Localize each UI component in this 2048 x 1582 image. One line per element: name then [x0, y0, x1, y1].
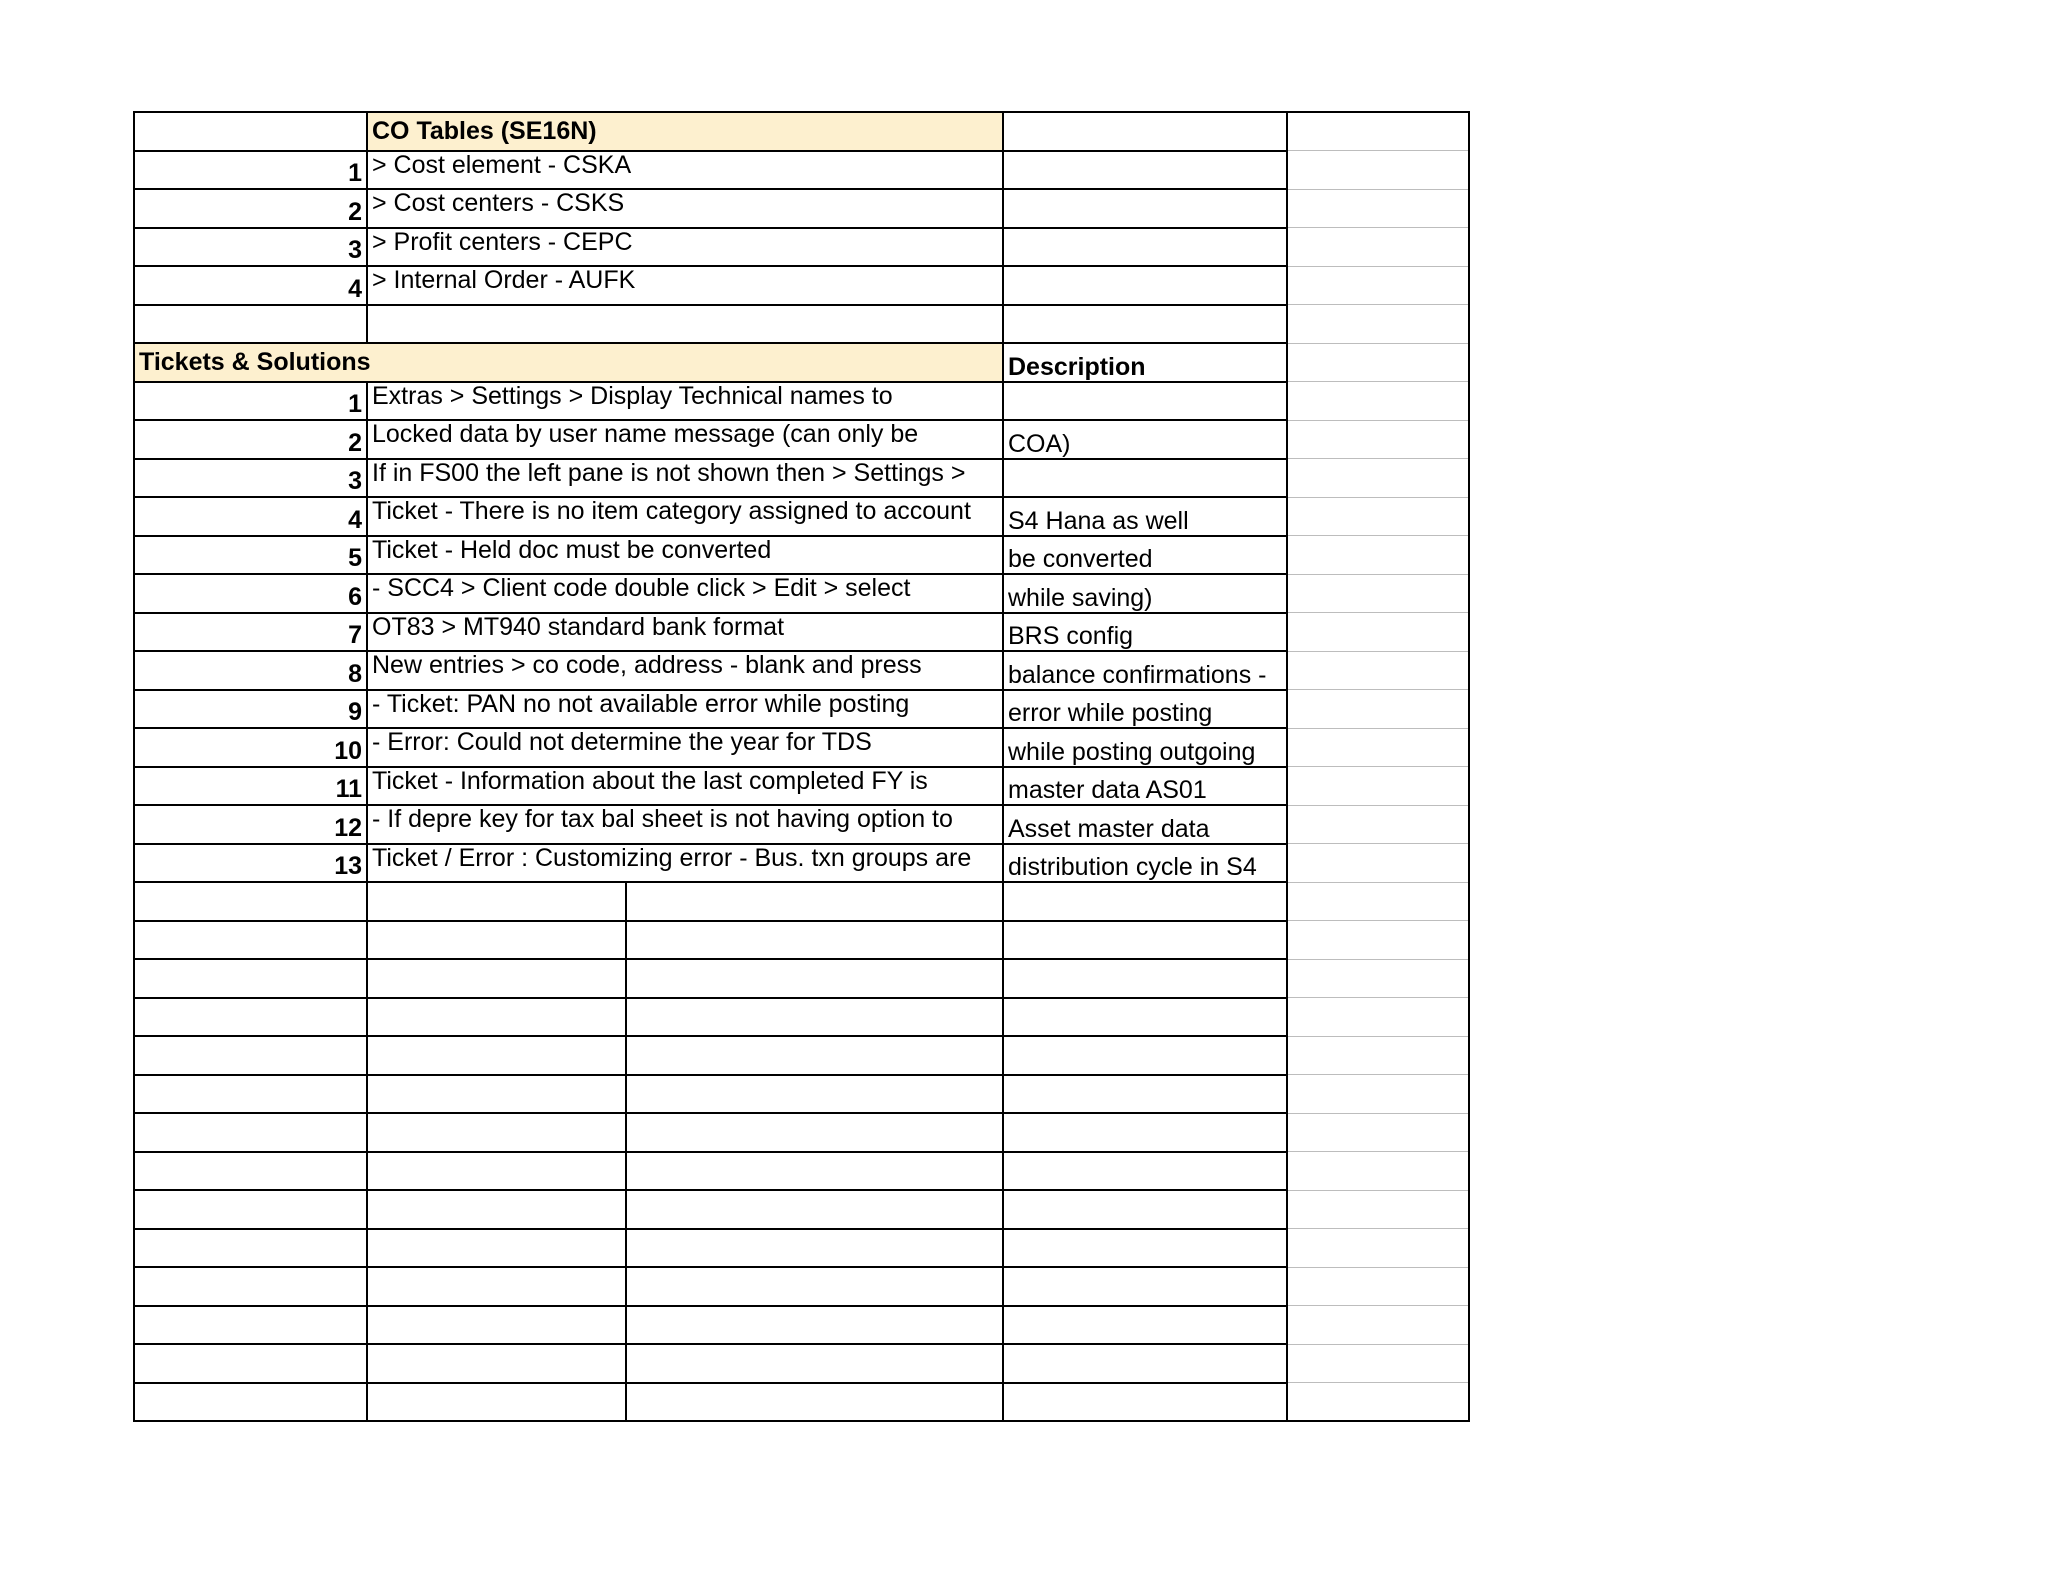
empty-cell[interactable]: [134, 1229, 367, 1268]
sheet-row: [134, 189, 1469, 228]
ticket-description[interactable]: be converted: [1003, 536, 1287, 575]
row-number[interactable]: 12: [134, 805, 367, 844]
empty-cell[interactable]: [626, 1190, 1003, 1229]
sheet-row: [134, 1036, 1469, 1075]
co-table-entry[interactable]: > Cost centers - CSKS: [367, 189, 1003, 228]
empty-cell[interactable]: [1003, 998, 1287, 1037]
ticket-description[interactable]: [1003, 459, 1287, 498]
ticket-solution[interactable]: Extras > Settings > Display Technical names to: [367, 382, 1003, 421]
empty-cell[interactable]: [1287, 844, 1469, 883]
empty-cell[interactable]: [134, 1190, 367, 1229]
empty-cell[interactable]: [1287, 459, 1469, 498]
empty-cell[interactable]: [134, 1113, 367, 1152]
empty-cell[interactable]: [134, 1306, 367, 1345]
empty-cell[interactable]: [626, 959, 1003, 998]
sheet-row: [134, 305, 1469, 344]
row-number[interactable]: 11: [134, 767, 367, 806]
empty-cell[interactable]: [626, 882, 1003, 921]
empty-cell[interactable]: [367, 1383, 626, 1422]
empty-cell[interactable]: [1287, 1190, 1469, 1229]
empty-cell[interactable]: [1003, 1267, 1287, 1306]
empty-cell[interactable]: [1003, 959, 1287, 998]
row-number[interactable]: 1: [134, 151, 367, 190]
ticket-description[interactable]: Asset master data: [1003, 805, 1287, 844]
empty-cell[interactable]: [1003, 921, 1287, 960]
empty-cell[interactable]: [1287, 1229, 1469, 1268]
empty-cell[interactable]: [1003, 1229, 1287, 1268]
ticket-solution[interactable]: Ticket - Information about the last completed FY is: [367, 767, 1003, 806]
ticket-description[interactable]: [1003, 382, 1287, 421]
empty-cell[interactable]: [1003, 882, 1287, 921]
empty-cell[interactable]: [1287, 921, 1469, 960]
ticket-description[interactable]: master data AS01: [1003, 767, 1287, 806]
empty-cell[interactable]: [1287, 805, 1469, 844]
row-number[interactable]: 13: [134, 844, 367, 883]
sheet-row: [134, 343, 1469, 382]
sheet-row: [134, 574, 1469, 613]
empty-cell[interactable]: [134, 882, 367, 921]
empty-cell[interactable]: [1287, 882, 1469, 921]
empty-cell[interactable]: [1287, 151, 1469, 190]
sheet-row: [134, 497, 1469, 536]
tickets-header[interactable]: Tickets & Solutions: [134, 343, 1003, 382]
empty-cell[interactable]: [626, 1306, 1003, 1345]
empty-cell[interactable]: [1003, 151, 1287, 190]
row-number[interactable]: 2: [134, 420, 367, 459]
sheet-row: [134, 805, 1469, 844]
row-number[interactable]: 8: [134, 651, 367, 690]
sheet-row: [134, 1306, 1469, 1345]
empty-cell[interactable]: [1287, 497, 1469, 536]
empty-cell[interactable]: [626, 1229, 1003, 1268]
empty-cell[interactable]: [1287, 112, 1469, 151]
co-table-entry[interactable]: > Cost element - CSKA: [367, 151, 1003, 190]
spreadsheet-grid: [133, 111, 1470, 1422]
empty-cell[interactable]: [134, 921, 367, 960]
empty-cell[interactable]: [134, 112, 367, 151]
empty-cell[interactable]: [1287, 266, 1469, 305]
co-tables-header[interactable]: CO Tables (SE16N): [367, 112, 1003, 151]
row-number[interactable]: 5: [134, 536, 367, 575]
empty-cell[interactable]: [134, 1344, 367, 1383]
empty-cell[interactable]: [1003, 228, 1287, 267]
ticket-solution[interactable]: Ticket - There is no item category assigned to account: [367, 497, 1003, 536]
row-number[interactable]: 7: [134, 613, 367, 652]
ticket-solution[interactable]: Locked data by user name message (can only be: [367, 420, 1003, 459]
empty-cell[interactable]: [367, 998, 626, 1037]
ticket-solution[interactable]: - SCC4 > Client code double click > Edit > select: [367, 574, 1003, 613]
empty-cell[interactable]: [1287, 767, 1469, 806]
ticket-description[interactable]: BRS config: [1003, 613, 1287, 652]
empty-cell[interactable]: [134, 1383, 367, 1422]
empty-cell[interactable]: [1003, 305, 1287, 344]
co-table-entry[interactable]: > Internal Order - AUFK: [367, 266, 1003, 305]
empty-cell[interactable]: [1003, 1036, 1287, 1075]
row-number[interactable]: 6: [134, 574, 367, 613]
sheet-row: [134, 1229, 1469, 1268]
empty-cell[interactable]: [1003, 1152, 1287, 1191]
empty-cell[interactable]: [1287, 690, 1469, 729]
empty-cell[interactable]: [1003, 1190, 1287, 1229]
sheet-row: [134, 613, 1469, 652]
empty-cell[interactable]: [367, 959, 626, 998]
empty-cell[interactable]: [1287, 189, 1469, 228]
ticket-description[interactable]: error while posting: [1003, 690, 1287, 729]
empty-cell[interactable]: [1287, 1383, 1469, 1422]
ticket-description[interactable]: while saving): [1003, 574, 1287, 613]
empty-cell[interactable]: [134, 1036, 367, 1075]
empty-cell[interactable]: [367, 1113, 626, 1152]
empty-cell[interactable]: [1003, 1075, 1287, 1114]
empty-cell[interactable]: [1003, 112, 1287, 151]
empty-cell[interactable]: [1003, 1383, 1287, 1422]
sheet-row: [134, 536, 1469, 575]
empty-cell[interactable]: [626, 1152, 1003, 1191]
sheet-row: [134, 1344, 1469, 1383]
empty-cell[interactable]: [1287, 1306, 1469, 1345]
ticket-solution[interactable]: If in FS00 the left pane is not shown then > Settings >: [367, 459, 1003, 498]
empty-cell[interactable]: [367, 1229, 626, 1268]
empty-cell[interactable]: [626, 998, 1003, 1037]
sheet-row: [134, 959, 1469, 998]
sheet-row: [134, 651, 1469, 690]
empty-cell[interactable]: [134, 998, 367, 1037]
empty-cell[interactable]: [626, 921, 1003, 960]
empty-cell[interactable]: [134, 1152, 367, 1191]
ticket-description[interactable]: COA): [1003, 420, 1287, 459]
empty-cell[interactable]: [1287, 728, 1469, 767]
sheet-row: [134, 921, 1469, 960]
sheet-row: [134, 1383, 1469, 1422]
ticket-description[interactable]: distribution cycle in S4: [1003, 844, 1287, 883]
empty-cell[interactable]: [367, 1152, 626, 1191]
sheet-row: [134, 1075, 1469, 1114]
empty-cell[interactable]: [1287, 1075, 1469, 1114]
empty-cell[interactable]: [134, 305, 367, 344]
sheet-row: [134, 459, 1469, 498]
empty-cell[interactable]: [134, 1075, 367, 1114]
sheet-row: [134, 882, 1469, 921]
empty-cell[interactable]: [1287, 228, 1469, 267]
empty-cell[interactable]: [626, 1383, 1003, 1422]
empty-cell[interactable]: [1287, 1113, 1469, 1152]
empty-cell[interactable]: [367, 1036, 626, 1075]
row-number[interactable]: 3: [134, 228, 367, 267]
sheet-row: [134, 998, 1469, 1037]
sheet-row: [134, 228, 1469, 267]
empty-cell[interactable]: [1287, 1152, 1469, 1191]
row-number[interactable]: 4: [134, 497, 367, 536]
empty-cell[interactable]: [367, 1344, 626, 1383]
empty-cell[interactable]: [1003, 1306, 1287, 1345]
empty-cell[interactable]: [626, 1113, 1003, 1152]
empty-cell[interactable]: [1287, 1344, 1469, 1383]
description-header[interactable]: Description: [1003, 343, 1287, 382]
row-number[interactable]: 4: [134, 266, 367, 305]
empty-cell[interactable]: [1287, 1267, 1469, 1306]
empty-cell[interactable]: [367, 1190, 626, 1229]
empty-cell[interactable]: [134, 959, 367, 998]
empty-cell[interactable]: [626, 1075, 1003, 1114]
row-number[interactable]: 9: [134, 690, 367, 729]
empty-cell[interactable]: [1287, 343, 1469, 382]
sheet-row: [134, 844, 1469, 883]
sheet-row: [134, 1152, 1469, 1191]
empty-cell[interactable]: [367, 921, 626, 960]
row-number[interactable]: 10: [134, 728, 367, 767]
sheet-row: [134, 420, 1469, 459]
empty-cell[interactable]: [367, 882, 626, 921]
empty-cell[interactable]: [1287, 305, 1469, 344]
empty-cell[interactable]: [1287, 1036, 1469, 1075]
row-number[interactable]: 3: [134, 459, 367, 498]
co-table-entry[interactable]: > Profit centers - CEPC: [367, 228, 1003, 267]
sheet-row: [134, 112, 1469, 151]
ticket-solution[interactable]: New entries > co code, address - blank and press: [367, 651, 1003, 690]
empty-cell[interactable]: [367, 1075, 626, 1114]
ticket-solution[interactable]: Ticket / Error : Customizing error - Bus. txn groups are: [367, 844, 1003, 883]
ticket-description[interactable]: while posting outgoing: [1003, 728, 1287, 767]
empty-cell[interactable]: [1287, 651, 1469, 690]
empty-cell[interactable]: [626, 1344, 1003, 1383]
sheet-row: [134, 767, 1469, 806]
empty-cell[interactable]: [367, 1306, 626, 1345]
empty-cell[interactable]: [1003, 189, 1287, 228]
sheet-row: [134, 382, 1469, 421]
ticket-solution[interactable]: Ticket - Held doc must be converted: [367, 536, 1003, 575]
ticket-solution[interactable]: OT83 > MT940 standard bank format: [367, 613, 1003, 652]
sheet-row: [134, 1190, 1469, 1229]
empty-cell[interactable]: [367, 1267, 626, 1306]
sheet-row: [134, 1267, 1469, 1306]
empty-cell[interactable]: [1003, 266, 1287, 305]
sheet-row: [134, 266, 1469, 305]
sheet-row: [134, 151, 1469, 190]
empty-cell[interactable]: [626, 1036, 1003, 1075]
ticket-description[interactable]: S4 Hana as well: [1003, 497, 1287, 536]
ticket-solution[interactable]: - Error: Could not determine the year for TDS: [367, 728, 1003, 767]
row-number[interactable]: 1: [134, 382, 367, 421]
sheet-row: [134, 728, 1469, 767]
sheet-row: [134, 690, 1469, 729]
row-number[interactable]: 2: [134, 189, 367, 228]
empty-cell[interactable]: [1287, 998, 1469, 1037]
sheet-row: [134, 1113, 1469, 1152]
ticket-solution[interactable]: - If depre key for tax bal sheet is not having option to: [367, 805, 1003, 844]
empty-cell[interactable]: [626, 1267, 1003, 1306]
empty-cell[interactable]: [1287, 420, 1469, 459]
empty-cell[interactable]: [1287, 574, 1469, 613]
ticket-solution[interactable]: - Ticket: PAN no not available error while posting: [367, 690, 1003, 729]
empty-cell[interactable]: [1003, 1344, 1287, 1383]
empty-cell[interactable]: [1287, 959, 1469, 998]
empty-cell[interactable]: [1287, 536, 1469, 575]
empty-cell[interactable]: [134, 1267, 367, 1306]
empty-cell[interactable]: [367, 305, 1003, 344]
empty-cell[interactable]: [1003, 1113, 1287, 1152]
empty-cell[interactable]: [1287, 382, 1469, 421]
ticket-description[interactable]: balance confirmations -: [1003, 651, 1287, 690]
empty-cell[interactable]: [1287, 613, 1469, 652]
